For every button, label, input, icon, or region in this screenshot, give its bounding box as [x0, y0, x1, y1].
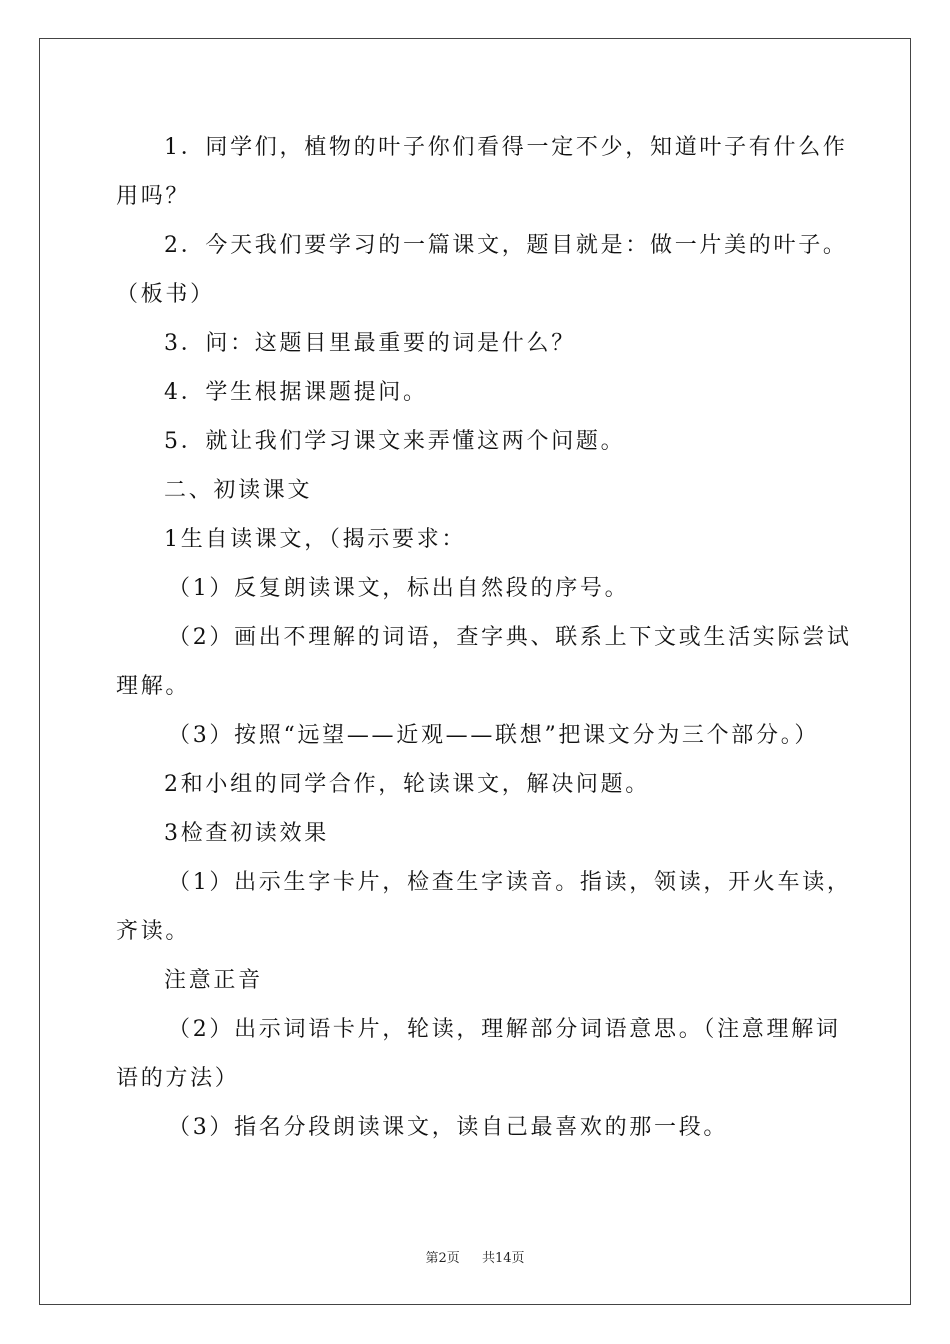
- paragraph-line: （3）指名分段朗读课文，读自己最喜欢的那一段。: [168, 1115, 729, 1140]
- paragraph-line: （2）出示词语卡片，轮读，理解部分词语意思。（注意理解词: [168, 1017, 841, 1042]
- paragraph-line: 3．问：这题目里最重要的词是什么？: [164, 331, 576, 356]
- paragraph-line: （1）反复朗读课文，标出自然段的序号。: [168, 576, 630, 601]
- paragraph-line: 语的方法）: [116, 1066, 240, 1091]
- paragraph-line: （2）画出不理解的词语，查字典、联系上下文或生活实际尝试: [168, 625, 852, 650]
- paragraph-line: 2和小组的同学合作，轮读课文，解决问题。: [164, 772, 650, 797]
- paragraph-line: 5．就让我们学习课文来弄懂这两个问题。: [164, 429, 626, 454]
- paragraph-line: 理解。: [116, 674, 191, 699]
- page-number: 第2页: [425, 1251, 460, 1266]
- paragraph-line: 1生自读课文，（揭示要求：: [164, 527, 467, 552]
- document-body: [116, 123, 852, 1152]
- page-total: 共14页: [482, 1251, 525, 1266]
- paragraph-line: 2．今天我们要学习的一篇课文，题目就是：做一片美的叶子。: [164, 233, 848, 258]
- paragraph-line: 3检查初读效果: [164, 821, 329, 846]
- paragraph-line: （板书）: [116, 282, 215, 307]
- paragraph-line: 注意正音: [164, 968, 263, 993]
- paragraph-line: 齐读。: [116, 919, 191, 944]
- section-heading: 二、初读课文: [164, 478, 313, 503]
- paragraph-line: 4．学生根据课题提问。: [164, 380, 428, 405]
- paragraph-line: （1）出示生字卡片，检查生字读音。指读，领读，开火车读，: [168, 870, 852, 895]
- paragraph-line: （3）按照“远望——近观——联想”把课文分为三个部分。）: [168, 723, 820, 748]
- paragraph-line: 用吗？: [116, 184, 191, 209]
- page-footer: [0, 1247, 950, 1266]
- paragraph-line: 1．同学们，植物的叶子你们看得一定不少，知道叶子有什么作: [164, 135, 848, 160]
